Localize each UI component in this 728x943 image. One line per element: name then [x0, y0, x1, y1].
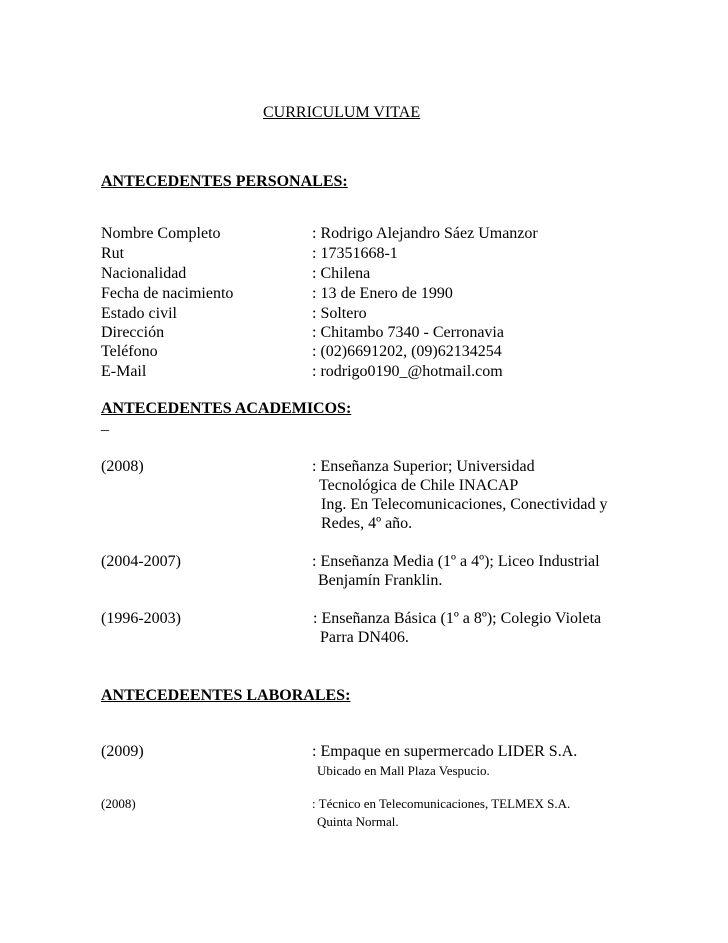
value-telefono: : (02)6691202, (09)62134254: [312, 343, 502, 360]
work-line: Quinta Normal.: [317, 814, 399, 829]
work-line: : Empaque en supermercado LIDER S.A.: [312, 743, 578, 760]
academic-line: Benjamín Franklin.: [318, 572, 443, 589]
academic-line: Tecnológica de Chile INACAP: [319, 477, 519, 494]
academic-heading: ANTECEDENTES ACADEMICOS:: [101, 400, 352, 417]
academic-period-2004-2007: (2004-2007): [101, 553, 181, 570]
value-direccion: : Chitambo 7340 - Cerronavia: [312, 324, 504, 341]
document-title: CURRICULUM VITAE: [263, 104, 421, 121]
value-rut: : 17351668-1: [312, 245, 398, 262]
academic-line: Parra DN406.: [320, 629, 409, 646]
label-estado-civil: Estado civil: [101, 305, 177, 322]
value-estado-civil: : Soltero: [312, 305, 367, 322]
work-line: Ubicado en Mall Plaza Vespucio.: [317, 763, 490, 778]
label-nombre: Nombre Completo: [101, 225, 221, 242]
value-nombre: : Rodrigo Alejandro Sáez Umanzor: [312, 225, 538, 242]
label-nacionalidad: Nacionalidad: [101, 265, 187, 282]
work-period-2009: (2009): [101, 743, 144, 760]
work-heading: ANTECEDEENTES LABORALES:: [101, 687, 351, 704]
academic-period-2008: (2008): [101, 458, 144, 475]
value-email: : rodrigo0190_@hotmail.com: [312, 363, 503, 380]
work-period-2008: (2008): [101, 796, 136, 811]
academic-line: Redes, 4º año.: [321, 515, 413, 532]
label-telefono: Teléfono: [101, 343, 158, 360]
work-line: : Técnico en Telecomunicaciones, TELMEX S.A.: [312, 796, 571, 811]
academic-line: : Enseñanza Básica (1º a 8º); Colegio Violeta: [313, 610, 602, 627]
label-email: E-Mail: [101, 363, 147, 380]
label-rut: Rut: [101, 245, 125, 262]
label-direccion: Dirección: [101, 324, 165, 341]
academic-line: : Enseñanza Media (1º a 4º); Liceo Industrial: [312, 553, 600, 570]
personal-heading: ANTECEDENTES PERSONALES:: [101, 173, 348, 190]
academic-line: Ing. En Telecomunicaciones, Conectividad y: [321, 496, 608, 513]
label-fecha-nacimiento: Fecha de nacimiento: [101, 285, 234, 302]
academic-period-1996-2003: (1996-2003): [101, 610, 181, 627]
value-fecha-nacimiento: : 13 de Enero de 1990: [312, 285, 453, 302]
value-nacionalidad: : Chilena: [312, 265, 371, 282]
academic-line: : Enseñanza Superior; Universidad: [312, 458, 535, 475]
academic-marker: _: [101, 416, 109, 433]
